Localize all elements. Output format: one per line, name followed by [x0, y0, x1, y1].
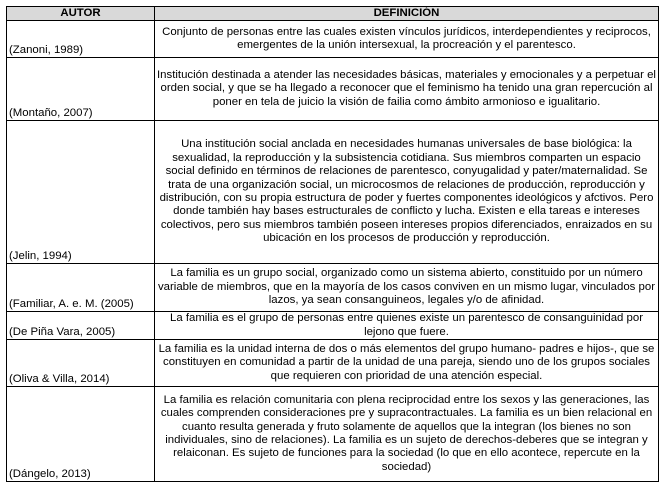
- row-author: (Montaño, 2007): [7, 58, 155, 121]
- row-author: (Oliva & Villa, 2014): [7, 340, 155, 387]
- table-body: [7, 21, 659, 482]
- row-author: (Dángelo, 2013): [7, 387, 155, 482]
- row-definition: La familia es relación comunitaria con plena reciprocidad entre los sexos y las generaciones, las cuales comprenden consideraciones pre y supracontractuales. La familia es un bien relacional en cuanto resulta generada y fruto solamente de aquellos que la integran (los bienes no son individuales, sino de relaciones). La familia es un sujeto de derechos-deberes que se integran y relaiconan. Es sujeto de funciones para la sociedad (lo que en ello acontece, repercute en la sociedad): [155, 387, 659, 482]
- row-definition: Conjunto de personas entre las cuales existen vínculos jurídicos, interdependientes y reciprocos, emergentes de la unión intersexual, la procreación y el parentesco.: [155, 21, 659, 58]
- table-row: [7, 312, 659, 340]
- table-row: [7, 58, 659, 121]
- table-row: [7, 264, 659, 312]
- table-header: [7, 7, 659, 21]
- row-author: (Jelin, 1994): [7, 121, 155, 264]
- row-author: (De Piña Vara, 2005): [7, 312, 155, 340]
- table-row: [7, 121, 659, 264]
- definitions-table: [6, 6, 659, 482]
- header-definition: DEFINICIÓN: [155, 7, 659, 21]
- row-definition: La familia es la unidad interna de dos o más elementos del grupo humano- padres e hijos-, que se constituyen en comunidad a partir de la unidad de una pareja, siendo uno de los grupos sociales que requieren con prioridad de una atención especial.: [155, 340, 659, 387]
- row-definition: Una institución social anclada en necesidades humanas universales de base biológica: la sexualidad, la reproducción y la subsistencia cotidiana. Sus miembros comparten un espacio social definido en términos de relaciones de parentesco, conyugalidad y pater/maternalidad. Se trata de una organización social, un microcosmos de relaciones de producción, reproducción y distribución, con su propia estructura de poder y fuertes componentes ideológicos y afctivos. Pero donde también hay bases estructurales de conflicto y lucha. Existen e ella tareas e intereses colectivos, pero sus miembros también poseen intereses propios diferenciados, enraizados en su ubicación en los procesos de producción y reproducción.: [155, 121, 659, 264]
- table-row: [7, 387, 659, 482]
- definitions-table-container: [6, 6, 658, 482]
- table-row: [7, 340, 659, 387]
- table-row: [7, 21, 659, 58]
- row-definition: Institución destinada a atender las necesidades básicas, materiales y emocionales y a perpetuar el orden social, y que se ha llegado a reconocer que el feminismo ha tenido una gran repercución al poner en tela de juicio la visión de failia como ámbito armonioso e igualitario.: [155, 58, 659, 121]
- header-row: [7, 7, 659, 21]
- row-author: (Familiar, A. e. M. (2005): [7, 264, 155, 312]
- row-author: (Zanoni, 1989): [7, 21, 155, 58]
- row-definition: La familia es el grupo de personas entre quienes existe un parentesco de consanguinidad por lejono que fuere.: [155, 312, 659, 340]
- header-author: AUTOR: [7, 7, 155, 21]
- row-definition: La familia es un grupo social, organizado como un sistema abierto, constituido por un número variable de miembros, que en la mayoría de los casos conviven en un mismo lugar, vinculados por lazos, ya sean consanguineos, legales y/o de afinidad.: [155, 264, 659, 312]
